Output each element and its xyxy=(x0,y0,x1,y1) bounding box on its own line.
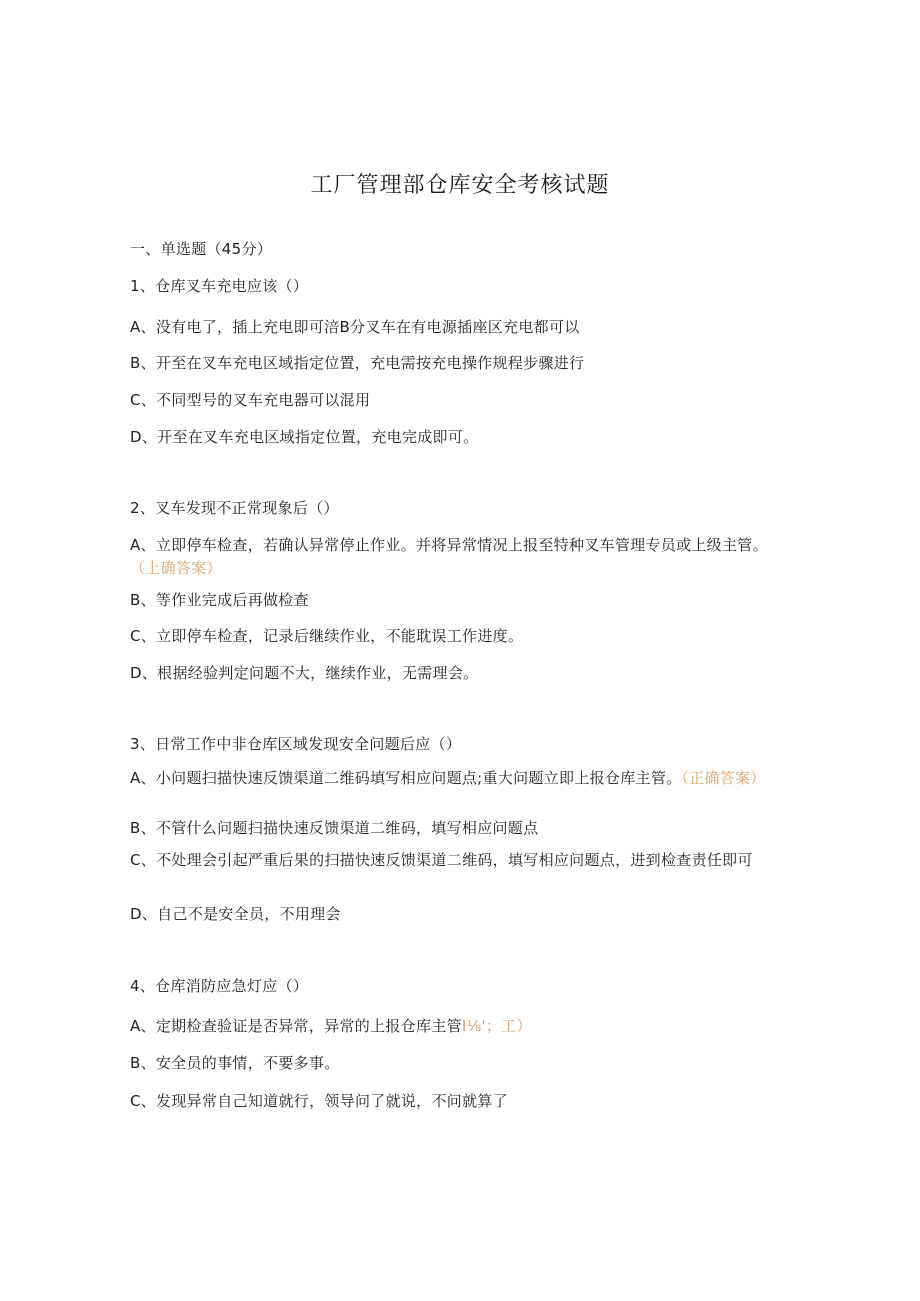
page-title: 工厂管理部仓库安全考核试题 xyxy=(310,173,610,198)
question-2-option-a xyxy=(130,534,780,580)
option-text: A、立即停车检查，若确认异常停止作业。并将异常情况上报至特种叉车管理专员或上级主管。 xyxy=(130,536,768,554)
correct-answer-mark: （上确答案） xyxy=(130,559,222,577)
correct-answer-mark: （正确答案） xyxy=(681,769,766,787)
question-4-option-b: B、安全员的事情，不要多事。 xyxy=(130,1054,340,1072)
question-1-option-d: D、开至在叉车充电区域指定位置，充电完成即可。 xyxy=(130,428,479,446)
question-1-option-c: C、不同型号的叉车充电器可以混用 xyxy=(130,391,371,409)
question-1-option-b: B、开至在叉车充电区域指定位置，充电需按充电操作规程步骤进行 xyxy=(130,354,585,372)
question-4-stem: 4、仓库消防应急灯应（） xyxy=(130,977,309,995)
question-4-option-c: C、发现异常自己知道就行，领导问了就说，不问就算了 xyxy=(130,1092,508,1110)
question-3-option-b: B、不管什么问题扫描快速反馈渠道二维码，填写相应问题点 xyxy=(130,819,539,837)
question-2-stem: 2、叉车发现不正常现象后（） xyxy=(130,499,339,517)
option-text: A、小问题扫描快速反馈渠道二维码填写相应问题点;重大问题立即上报仓库主管。 xyxy=(130,769,682,787)
question-2-option-b: B、等作业完成后再做检查 xyxy=(130,591,309,609)
question-4-option-a xyxy=(130,1015,790,1038)
question-1-stem: 1、仓库叉车充电应该（） xyxy=(130,277,309,295)
question-3-option-a xyxy=(130,767,780,790)
question-1-option-a: A、没有电了，插上充电即可涪B分叉车在有电源插座区充电都可以 xyxy=(130,318,580,336)
correct-answer-mark: I⅛'；工） xyxy=(461,1017,532,1035)
section-heading: 一、单选题（45分） xyxy=(130,240,273,258)
question-3-option-d: D、自己不是安全员，不用理会 xyxy=(130,905,341,923)
option-text: A、定期检查验证是否异常，异常的上报仓库主管 xyxy=(130,1017,462,1035)
question-2-option-d: D、根据经验判定问题不大，继续作业，无需理会。 xyxy=(130,664,479,682)
question-3-stem: 3、日常工作中非仓库区域发现安全问题后应（） xyxy=(130,735,462,753)
question-2-option-c: C、立即停车检查，记录后继续作业，不能耽误工作进度。 xyxy=(130,627,524,645)
question-3-option-c: C、不处理会引起严重后果的扫描快速反馈渠道二维码，填写相应问题点，进到检查责任即可 xyxy=(130,851,753,869)
